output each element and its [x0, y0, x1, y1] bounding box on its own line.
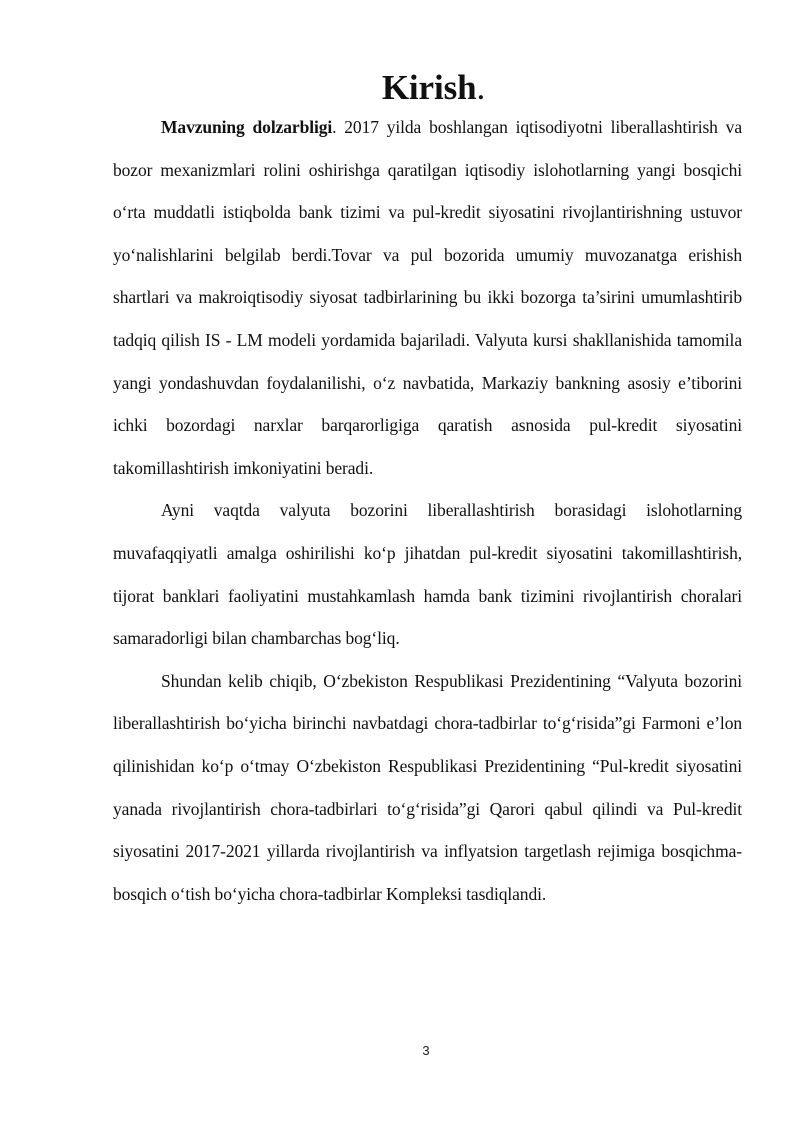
paragraph-text: . 2017 yilda boshlangan iqtisodiyotni liberallashtirish va bozor mexanizmlari rolini oshirishga qaratilgan iqtisodiy islohotlarning yangi bosqichi o‘rta muddatli istiqbolda bank tizimi va pul-kredit siyosatini rivojlantirishning ustuvor yo‘nalishlarini belgilab berdi.Tovar va pul bozorida umumiy muvozanatga erishish shartlari va makroiqtisodiy siyosat tadbirlarining bu ikki bozorga ta’sirini umumlashtirib tadqiq qilish IS - LM modeli yordamida bajariladi. Valyuta kursi shakllanishida tamomila yangi yondashuvdan foydalanilishi, o‘z navbatida, Markaziy bankning asosiy e’tiborini ichki bozordagi narxlar barqarorligiga qaratish asnosida pul-kredit siyosatini takomillashtirish imkoniyatini beradi. — [113, 117, 742, 478]
page-title — [113, 70, 742, 106]
title-text: Kirish — [381, 68, 477, 107]
page-number: 3 — [422, 1043, 430, 1058]
paragraph-presidential-decree — [113, 660, 742, 916]
title-period: . — [476, 68, 486, 107]
paragraph-lead: Mavzuning dolzarbligi — [161, 117, 333, 137]
paragraph-currency-market — [113, 489, 742, 659]
paragraph-text: Ayni vaqtda valyuta bozorini liberallashtirish borasidagi islohotlarning muvafaqqiyatli amalga oshirilishi ko‘p jihatdan pul-kredit siyosatini takomillashtirish, tijorat banklari faoliyatini mustahkamlash hamda bank tizimini rivojlantirish choralari samaradorligi bilan chambarchas bog‘liq. — [113, 500, 742, 649]
paragraph-text: Shundan kelib chiqib, O‘zbekiston Respublikasi Prezidentining “Valyuta bozorini liberallashtirish bo‘yicha birinchi navbatdagi chora-tadbirlar to‘g‘risida”gi Farmoni e’lon qilinishidan ko‘p o‘tmay O‘zbekiston Respublikasi Prezidentining “Pul-kredit siyosatini yanada rivojlantirish chora-tadbirlari to‘g‘risida”gi Qarori qabul qilindi va Pul-kredit siyosatini 2017-2021 yillarda rivojlantirish va inflyatsion targetlash rejimiga bosqichma-bosqich o‘tish bo‘yicha chora-tadbirlar Kompleksi tasdiqlandi. — [113, 670, 742, 904]
paragraph-relevance — [113, 106, 742, 489]
